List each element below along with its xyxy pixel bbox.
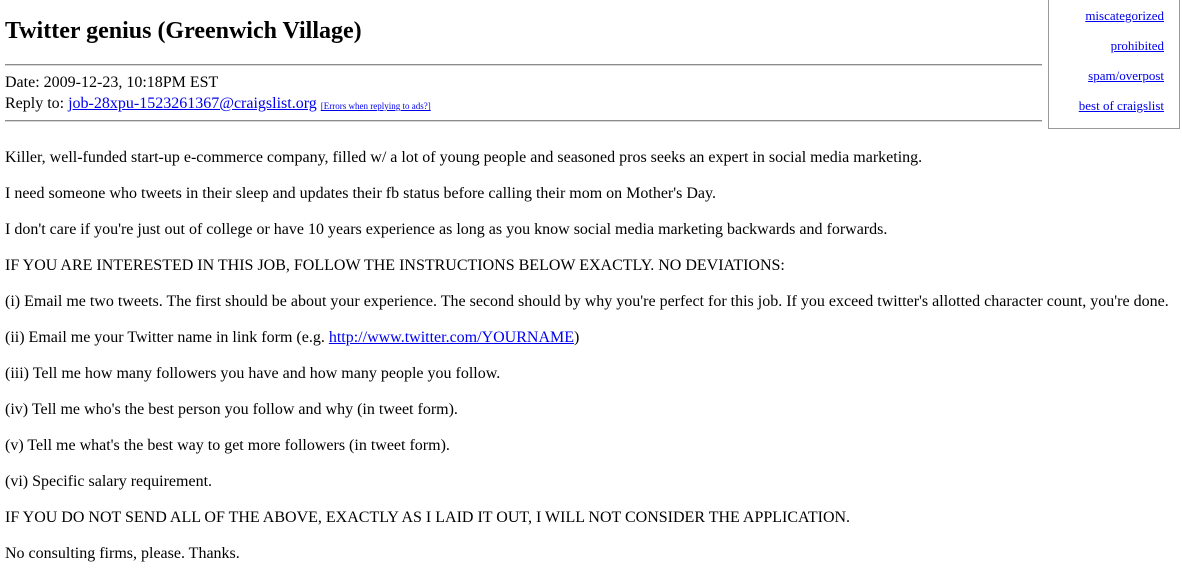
- body-paragraph: I need someone who tweets in their sleep and updates their fb status before calling their mom on Mother's Day.: [5, 185, 716, 202]
- instruction-item: (i) Email me two tweets. The first should be about your experience. The second should by why you're perfect for this job. If you exceed twitter's allotted character count, you're done.: [5, 293, 1169, 310]
- reply-to-line: [5, 94, 431, 114]
- body-paragraph: I don't care if you're just out of college or have 10 years experience as long as you know social media marketing backwards and forwards.: [5, 221, 888, 238]
- instruction-item: (vi) Specific salary requirement.: [5, 473, 213, 490]
- date-value: 2009-12-23, 10:18PM EST: [43, 74, 219, 91]
- posting-title: Twitter genius (Greenwich Village): [5, 18, 362, 44]
- reply-errors-link[interactable]: [Errors when replying to ads?]: [320, 101, 431, 111]
- date-label: Date:: [5, 74, 40, 91]
- instruction-text: ): [574, 329, 580, 346]
- reply-email-link[interactable]: job-28xpu-1523261367@craigslist.org: [68, 95, 317, 112]
- instruction-item: (iii) Tell me how many followers you have and how many people you follow.: [5, 365, 501, 382]
- body-divider: [5, 120, 1042, 122]
- flag-box: [1048, 0, 1180, 129]
- body-paragraph: Killer, well-funded start-up e-commerce company, filled w/ a lot of young people and seasoned pros seeks an expert in social media marketing.: [5, 149, 923, 166]
- reply-to-label: Reply to:: [5, 95, 65, 112]
- instruction-item: [5, 328, 579, 348]
- body-paragraph: IF YOU ARE INTERESTED IN THIS JOB, FOLLOW THE INSTRUCTIONS BELOW EXACTLY. NO DEVIATIONS:: [5, 257, 785, 274]
- flag-prohibited-link[interactable]: prohibited: [1110, 38, 1164, 53]
- twitter-example-link[interactable]: http://www.twitter.com/YOURNAME: [328, 329, 575, 346]
- body-paragraph: IF YOU DO NOT SEND ALL OF THE ABOVE, EXACTLY AS I LAID IT OUT, I WILL NOT CONSIDER THE APPLICATION.: [5, 509, 851, 526]
- instruction-item: (v) Tell me what's the best way to get more followers (in tweet form).: [5, 437, 450, 454]
- flag-spam-overpost-link[interactable]: spam/overpost: [1088, 68, 1164, 83]
- instruction-item: (iv) Tell me who's the best person you follow and why (in tweet form).: [5, 401, 458, 418]
- flag-best-of-craigslist-link[interactable]: best of craigslist: [1078, 98, 1164, 113]
- posting-date: [5, 73, 218, 93]
- body-paragraph: No consulting firms, please. Thanks.: [5, 545, 240, 562]
- header-divider: [5, 64, 1042, 66]
- instruction-text: (ii) Email me your Twitter name in link form (e.g.: [5, 329, 329, 346]
- flag-miscategorized-link[interactable]: miscategorized: [1085, 8, 1164, 23]
